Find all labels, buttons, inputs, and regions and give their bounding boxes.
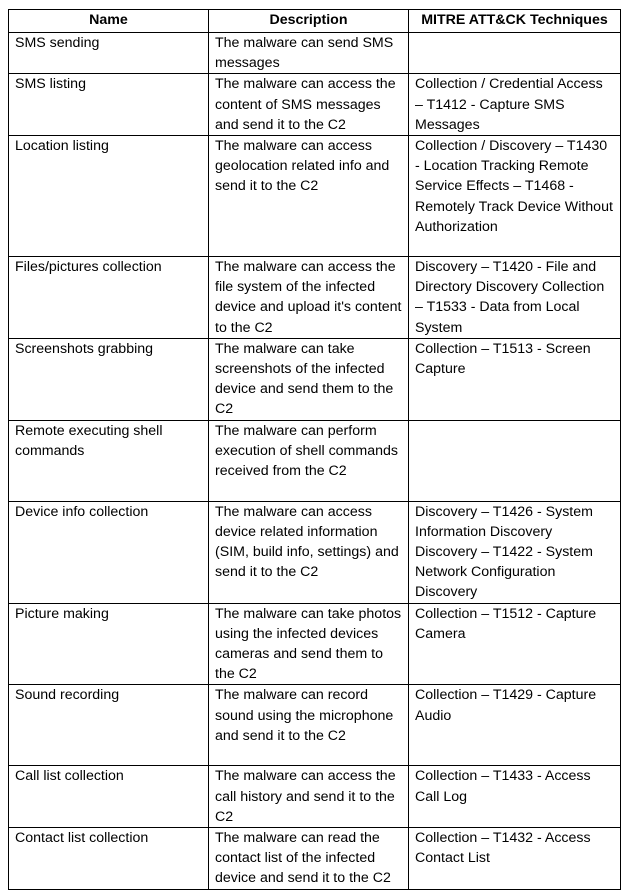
table-row (9, 420, 621, 501)
cell-description: The malware can take screenshots of the infected device and send them to the C2 (209, 338, 409, 420)
cell-name: Remote executing shell commands (9, 420, 209, 501)
cell-name: Files/pictures collection (9, 257, 209, 339)
cell-description: The malware can read the contact list of the infected device and send it to the C2 (209, 828, 409, 890)
cell-techniques: Collection – T1432 - Access Contact List (409, 828, 621, 890)
table-row (9, 501, 621, 603)
cell-techniques: Discovery – T1420 - File and Directory Discovery Collection – T1533 - Data from Local System (409, 257, 621, 339)
table-row (9, 685, 621, 766)
cell-name: Picture making (9, 603, 209, 685)
cell-name: Device info collection (9, 501, 209, 603)
cell-techniques: Discovery – T1426 - System Information Discovery Discovery – T1422 - System Network Configuration Discovery (409, 501, 621, 603)
cell-description: The malware can access geolocation related info and send it to the C2 (209, 136, 409, 257)
cell-description: The malware can access the content of SMS messages and send it to the C2 (209, 74, 409, 136)
cell-techniques: Collection – T1433 - Access Call Log (409, 766, 621, 828)
header-description: Description (209, 10, 409, 33)
table-row (9, 74, 621, 136)
cell-techniques: Collection – T1429 - Capture Audio (409, 685, 621, 766)
header-name: Name (9, 10, 209, 33)
cell-name: Call list collection (9, 766, 209, 828)
cell-description: The malware can perform execution of shell commands received from the C2 (209, 420, 409, 501)
capabilities-table-container (8, 9, 620, 890)
table-row (9, 828, 621, 890)
cell-techniques: Collection / Credential Access – T1412 - Capture SMS Messages (409, 74, 621, 136)
cell-name: SMS listing (9, 74, 209, 136)
table-row (9, 338, 621, 420)
header-mitre-techniques: MITRE ATT&CK Techniques (409, 10, 621, 33)
table-row (9, 33, 621, 74)
table-row (9, 603, 621, 685)
cell-techniques (409, 420, 621, 501)
cell-name: Location listing (9, 136, 209, 257)
cell-description: The malware can access device related information (SIM, build info, settings) and send it to the C2 (209, 501, 409, 603)
cell-name: Contact list collection (9, 828, 209, 890)
table-header-row (9, 10, 621, 33)
cell-description: The malware can record sound using the microphone and send it to the C2 (209, 685, 409, 766)
table-row (9, 766, 621, 828)
capabilities-table (8, 9, 621, 890)
cell-description: The malware can access the call history and send it to the C2 (209, 766, 409, 828)
table-row (9, 257, 621, 339)
cell-name: Screenshots grabbing (9, 338, 209, 420)
table-row (9, 136, 621, 257)
cell-techniques (409, 33, 621, 74)
cell-description: The malware can access the file system of the infected device and upload it's content to the C2 (209, 257, 409, 339)
cell-description: The malware can take photos using the infected devices cameras and send them to the C2 (209, 603, 409, 685)
cell-techniques: Collection / Discovery – T1430 - Location Tracking Remote Service Effects – T1468 - Remotely Track Device Without Authorization (409, 136, 621, 257)
cell-description: The malware can send SMS messages (209, 33, 409, 74)
cell-name: Sound recording (9, 685, 209, 766)
cell-techniques: Collection – T1512 - Capture Camera (409, 603, 621, 685)
cell-name: SMS sending (9, 33, 209, 74)
cell-techniques: Collection – T1513 - Screen Capture (409, 338, 621, 420)
